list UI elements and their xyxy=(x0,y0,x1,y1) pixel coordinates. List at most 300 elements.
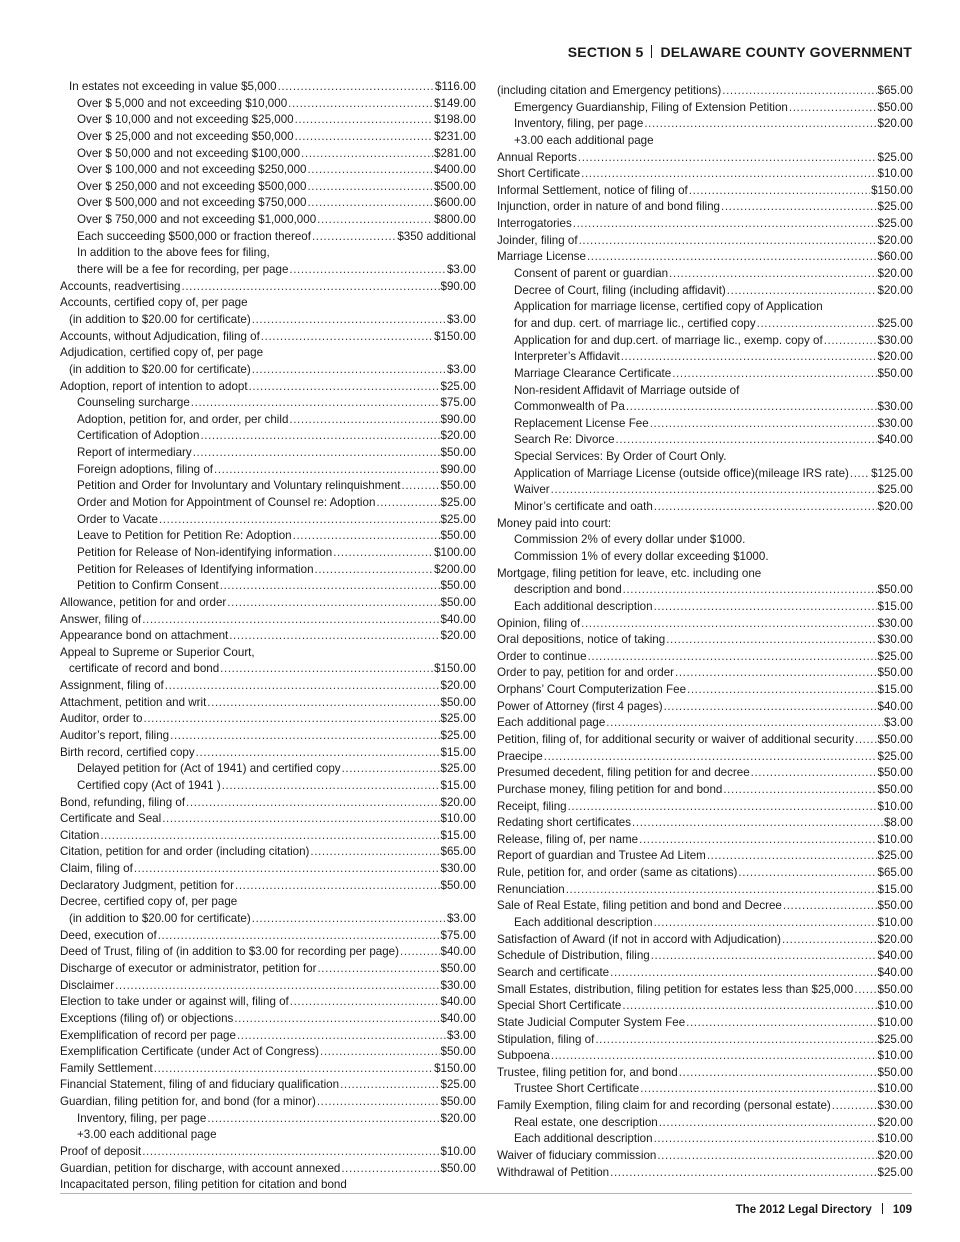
fee-label: Special Short Certificate xyxy=(497,999,622,1013)
fee-label: Accounts, readvertising xyxy=(60,279,181,293)
fee-list-right-column xyxy=(497,83,913,1181)
fee-row xyxy=(497,832,913,849)
fee-amount: $149.00 xyxy=(434,96,476,110)
fee-row xyxy=(497,100,913,117)
dot-leader xyxy=(687,682,877,699)
fee-amount: $50.00 xyxy=(877,100,913,114)
fee-amount: $40.00 xyxy=(440,612,476,626)
fee-row xyxy=(497,249,913,266)
fee-label: certificate of record and bond xyxy=(69,662,220,676)
fee-row xyxy=(497,815,913,832)
fee-row xyxy=(60,1028,476,1045)
fee-row xyxy=(60,678,476,695)
fee-amount: $10.00 xyxy=(877,799,913,813)
fee-row xyxy=(497,915,913,932)
dot-leader xyxy=(376,495,439,512)
dot-leader xyxy=(317,961,439,978)
fee-row xyxy=(497,732,913,749)
fee-label: Real estate, one description xyxy=(514,1115,658,1129)
fee-amount: $10.00 xyxy=(877,1082,913,1096)
fee-amount: $20.00 xyxy=(877,350,913,364)
fee-row xyxy=(60,229,476,246)
fee-amount: $30.00 xyxy=(440,862,476,876)
fee-row xyxy=(497,616,913,633)
fee-amount: $15.00 xyxy=(877,683,913,697)
fee-label: Search and certificate xyxy=(497,965,610,979)
dot-leader xyxy=(654,915,877,932)
fee-amount: $40.00 xyxy=(440,945,476,959)
fee-label: Petition to Confirm Consent xyxy=(77,579,219,593)
fee-label: Injunction, order in nature of and bond filing xyxy=(497,200,721,214)
fee-amount: $65.00 xyxy=(877,866,913,880)
fee-label: Waiver of fiduciary commission xyxy=(497,1149,657,1162)
fee-amount: $10.00 xyxy=(877,167,913,181)
fee-amount: $50.00 xyxy=(877,766,913,780)
fee-label: Minor’s certificate and oath xyxy=(514,500,653,514)
fee-row xyxy=(497,333,913,350)
fee-label: Report of guardian and Trustee Ad Litem xyxy=(497,849,706,863)
fee-row xyxy=(497,283,913,300)
fee-row xyxy=(497,1165,913,1182)
fee-label: Informal Settlement, notice of filing of xyxy=(497,183,688,197)
dot-leader xyxy=(632,815,883,832)
fee-amount: $50.00 xyxy=(877,782,913,796)
fee-label: Over $ 500,000 and not exceeding $750,000 xyxy=(77,196,307,210)
fee-list-left-column xyxy=(60,79,476,1194)
fee-row xyxy=(60,728,476,745)
fee-label: Bond, refunding, filing of xyxy=(60,795,186,809)
fee-amount: $20.00 xyxy=(440,679,476,693)
fee-label: Over $ 50,000 and not exceeding $100,000 xyxy=(77,146,301,160)
fee-label: Rule, petition for, and order (same as citations) xyxy=(497,866,738,880)
fee-row xyxy=(497,1015,913,1032)
fee-amount: $3.00 xyxy=(446,362,476,376)
fee-amount: $50.00 xyxy=(440,878,476,892)
fee-label: Leave to Petition for Petition Re: Adoption xyxy=(77,529,292,543)
fee-amount: $20.00 xyxy=(877,1115,913,1129)
fee-row xyxy=(60,944,476,961)
fee-label: Renunciation xyxy=(497,882,565,896)
fee-label: Order to continue xyxy=(497,649,587,663)
fee-label: Family Exemption, filing claim for and recording (personal estate) xyxy=(497,1099,831,1113)
fee-row xyxy=(497,1148,913,1165)
fee-row xyxy=(60,1161,476,1178)
dot-leader xyxy=(229,628,439,645)
fee-amount: $25.00 xyxy=(877,217,913,231)
dot-leader xyxy=(200,428,439,445)
fee-row xyxy=(497,749,913,766)
fee-row xyxy=(497,199,913,216)
dot-leader xyxy=(162,811,439,828)
fee-amount: $600.00 xyxy=(434,196,476,210)
fee-label: Schedule of Distribution, filing xyxy=(497,949,650,963)
fee-amount: $50.00 xyxy=(877,583,913,597)
fee-label: Orphans’ Court Computerization Fee xyxy=(497,683,687,697)
fee-amount: $50.00 xyxy=(440,695,476,709)
fee-amount: $150.00 xyxy=(434,329,476,343)
fee-amount: $40.00 xyxy=(877,699,913,713)
fee-label: Each additional page xyxy=(497,716,606,730)
dot-leader xyxy=(587,249,877,266)
dot-leader xyxy=(657,1148,876,1165)
fee-label: Redating short certificates xyxy=(497,816,632,830)
fee-row xyxy=(497,416,913,433)
fee-amount: $25.00 xyxy=(440,379,476,393)
fee-row xyxy=(60,279,476,296)
footer-divider xyxy=(882,1203,883,1214)
fee-label: Order and Motion for Appointment of Counsel re: Adoption xyxy=(77,496,376,510)
fee-amount: $15.00 xyxy=(877,882,913,896)
fee-amount: $90.00 xyxy=(440,462,476,476)
fee-label: Sale of Real Estate, filing petition and bond and Decree xyxy=(497,899,782,913)
dot-leader xyxy=(134,861,440,878)
fee-row xyxy=(497,482,913,499)
fee-amount: $50.00 xyxy=(440,961,476,975)
fee-row xyxy=(497,932,913,949)
fee-row xyxy=(497,998,913,1015)
fee-label: Exemplification Certificate (under Act of Congress) xyxy=(60,1045,320,1059)
fee-amount: $3.00 xyxy=(446,312,476,326)
fee-label: Marriage Clearance Certificate xyxy=(514,366,672,380)
fee-label: +3.00 each additional page xyxy=(77,1128,217,1142)
dot-leader xyxy=(669,266,876,283)
fee-label: Foreign adoptions, filing of xyxy=(77,462,213,476)
fee-label: Guardian, petition for discharge, with account annexed xyxy=(60,1161,341,1175)
fee-label: Release, filing of, per name xyxy=(497,832,639,846)
dot-leader xyxy=(249,379,440,396)
fee-label: Appearance bond on attachment xyxy=(60,629,229,643)
fee-label: Joinder, filing of xyxy=(497,233,578,247)
fee-amount: $150.00 xyxy=(434,662,476,676)
fee-row xyxy=(60,928,476,945)
dot-leader xyxy=(186,795,439,812)
fee-row xyxy=(60,395,476,412)
fee-row xyxy=(60,844,476,861)
section-number: SECTION 5 xyxy=(567,44,644,60)
dot-leader xyxy=(622,998,876,1015)
fee-row xyxy=(60,911,476,928)
fee-row xyxy=(60,978,476,995)
fee-row xyxy=(60,612,476,629)
fee-row xyxy=(60,795,476,812)
fee-amount: $20.00 xyxy=(440,429,476,443)
dot-leader xyxy=(307,162,433,179)
fee-label: State Judicial Computer System Fee xyxy=(497,1015,686,1029)
fee-amount: $100.00 xyxy=(434,545,476,559)
fee-amount: $25.00 xyxy=(440,712,476,726)
dot-leader xyxy=(317,1094,440,1111)
fee-label: Presumed decedent, filing petition for and decree xyxy=(497,766,750,780)
fee-amount: $125.00 xyxy=(871,466,913,480)
fee-amount: $30.00 xyxy=(877,633,913,647)
fee-amount: $25.00 xyxy=(877,849,913,863)
fee-row xyxy=(60,345,476,362)
fee-row xyxy=(497,1131,913,1148)
section-title: DELAWARE COUNTY GOVERNMENT xyxy=(660,44,912,60)
fee-amount: $40.00 xyxy=(877,965,913,979)
fee-row xyxy=(497,982,913,999)
fee-label: Citation, petition for and order (including citation) xyxy=(60,845,310,859)
fee-label: Counseling surcharge xyxy=(77,396,190,410)
dot-leader xyxy=(686,1015,876,1032)
fee-label: Short Certificate xyxy=(497,167,581,181)
fee-label: Opinion, filing of xyxy=(497,616,581,630)
fee-row xyxy=(60,711,476,728)
fee-amount: $20.00 xyxy=(877,932,913,946)
dot-leader xyxy=(289,412,439,429)
fee-row xyxy=(60,1177,476,1194)
fee-amount: $150.00 xyxy=(434,1061,476,1075)
fee-label: Subpoena xyxy=(497,1049,550,1063)
dot-leader xyxy=(579,233,877,250)
fee-row xyxy=(497,183,913,200)
fee-row xyxy=(60,1061,476,1078)
fee-amount: $50.00 xyxy=(440,479,476,493)
fee-label: Assignment, filing of xyxy=(60,679,164,693)
dot-leader xyxy=(252,911,446,928)
dot-leader xyxy=(751,765,877,782)
fee-row xyxy=(497,632,913,649)
fee-label: Over $ 100,000 and not exceeding $250,000 xyxy=(77,163,307,177)
fee-row xyxy=(60,462,476,479)
fee-label: Allowance, petition for and order xyxy=(60,595,227,609)
dot-leader xyxy=(235,878,440,895)
fee-row xyxy=(60,1127,476,1144)
fee-label: Consent of parent or guardian xyxy=(514,267,669,281)
fee-row xyxy=(60,1011,476,1028)
fee-amount: $50.00 xyxy=(877,666,913,680)
fee-row xyxy=(60,1094,476,1111)
fee-label: Inventory, filing, per page xyxy=(77,1111,207,1125)
fee-row xyxy=(60,96,476,113)
fee-label: Special Services: By Order of Court Only. xyxy=(514,450,727,464)
fee-label: Deed, execution of xyxy=(60,928,157,942)
fee-amount: $800.00 xyxy=(434,213,476,227)
fee-row xyxy=(60,512,476,529)
dot-leader xyxy=(317,212,433,229)
fee-label: Waiver xyxy=(514,483,550,497)
fee-label: Search Re: Divorce xyxy=(514,433,615,447)
fee-amount: $25.00 xyxy=(877,200,913,214)
fee-label: Non-resident Affidavit of Marriage outside of xyxy=(514,383,740,397)
dot-leader xyxy=(581,166,876,183)
publication-title: The 2012 Legal Directory xyxy=(735,1204,872,1216)
fee-row xyxy=(497,266,913,283)
dot-leader xyxy=(782,932,877,949)
dot-leader xyxy=(573,216,877,233)
fee-row xyxy=(497,599,913,616)
dot-leader xyxy=(621,349,877,366)
fee-amount: $30.00 xyxy=(877,333,913,347)
fee-label: Over $ 10,000 and not exceeding $25,000 xyxy=(77,113,294,127)
fee-amount: $30.00 xyxy=(877,416,913,430)
fee-row xyxy=(497,366,913,383)
fee-amount: $198.00 xyxy=(434,113,476,127)
fee-row xyxy=(60,129,476,146)
dot-leader xyxy=(650,416,877,433)
fee-row xyxy=(497,516,913,533)
fee-label: Accounts, certified copy of, per page xyxy=(60,296,248,310)
dot-leader xyxy=(154,1061,433,1078)
fee-label: Adjudication, certified copy of, per page xyxy=(60,346,264,360)
fee-label: Power of Attorney (first 4 pages) xyxy=(497,699,663,713)
fee-row xyxy=(60,562,476,579)
fee-label: Satisfaction of Award (if not in accord with Adjudication) xyxy=(497,932,781,946)
dot-leader xyxy=(144,711,440,728)
fee-amount: $25.00 xyxy=(877,483,913,497)
fee-amount: $65.00 xyxy=(877,84,913,97)
fee-label: Incapacitated person, filing petition for citation and bond xyxy=(60,1178,347,1192)
fee-amount: $8.00 xyxy=(883,816,913,830)
fee-amount: $150.00 xyxy=(871,183,913,197)
fee-row xyxy=(60,262,476,279)
dot-leader xyxy=(595,1032,876,1049)
fee-label: Petition for Release of Non-identifying information xyxy=(77,545,333,559)
fee-label: Trustee Short Certificate xyxy=(514,1082,640,1096)
dot-leader xyxy=(182,279,440,296)
fee-amount: $25.00 xyxy=(440,762,476,776)
fee-amount: $25.00 xyxy=(877,649,913,663)
dot-leader xyxy=(738,865,876,882)
fee-amount: $50.00 xyxy=(440,1045,476,1059)
fee-row xyxy=(497,299,913,316)
dot-leader xyxy=(158,928,440,945)
fee-label: Auditor, order to xyxy=(60,712,143,726)
fee-label: Inventory, filing, per page xyxy=(514,117,644,131)
dot-leader xyxy=(606,715,883,732)
fee-row xyxy=(497,699,913,716)
fee-amount: $20.00 xyxy=(877,233,913,247)
fee-label: Certificate and Seal xyxy=(60,812,162,826)
fee-row xyxy=(497,1098,913,1115)
fee-label: Mortgage, filing petition for leave, etc. including one xyxy=(497,566,762,580)
fee-amount: $20.00 xyxy=(877,117,913,131)
fee-amount: $50.00 xyxy=(877,366,913,380)
fee-label: Over $ 250,000 and not exceeding $500,000 xyxy=(77,179,307,193)
fee-row xyxy=(497,316,913,333)
dot-leader xyxy=(227,595,439,612)
fee-amount: $10.00 xyxy=(877,1132,913,1146)
dot-leader xyxy=(207,695,439,712)
fee-row xyxy=(60,146,476,163)
fee-label: Each additional description xyxy=(514,916,653,930)
fee-amount: $50.00 xyxy=(440,446,476,460)
fee-row xyxy=(497,549,913,566)
fee-label: Family Settlement xyxy=(60,1061,153,1075)
fee-amount: $50.00 xyxy=(877,732,913,746)
fee-amount: $65.00 xyxy=(440,845,476,859)
fee-row xyxy=(60,1044,476,1061)
fee-label: Each succeeding $500,000 or fraction thereof xyxy=(77,229,311,243)
fee-label: Stipulation, filing of xyxy=(497,1032,595,1046)
fee-label: Order to pay, petition for and order xyxy=(497,666,675,680)
fee-amount: $50.00 xyxy=(440,595,476,609)
dot-leader xyxy=(854,982,876,999)
dot-leader xyxy=(757,316,877,333)
dot-leader xyxy=(315,562,434,579)
dot-leader xyxy=(301,146,433,163)
page-footer xyxy=(736,1203,912,1216)
dot-leader xyxy=(295,112,433,129)
fee-amount: $25.00 xyxy=(877,749,913,763)
fee-row xyxy=(60,828,476,845)
fee-row xyxy=(60,428,476,445)
dot-leader xyxy=(566,882,877,899)
dot-leader xyxy=(578,150,877,167)
fee-amount: $15.00 xyxy=(440,745,476,759)
fee-label: Marriage License xyxy=(497,250,586,264)
fee-amount: $50.00 xyxy=(440,529,476,543)
fee-amount: $20.00 xyxy=(877,500,913,514)
fee-label: Trustee, filing petition for, and bond xyxy=(497,1065,678,1079)
dot-leader xyxy=(626,399,877,416)
dot-leader xyxy=(333,545,433,562)
fee-label: Each additional description xyxy=(514,1132,653,1146)
fee-amount: $25.00 xyxy=(877,1032,913,1046)
dot-leader xyxy=(307,179,433,196)
fee-row xyxy=(60,745,476,762)
dot-leader xyxy=(640,1081,876,1098)
fee-amount: $10.00 xyxy=(877,916,913,930)
fee-row xyxy=(60,1111,476,1128)
dot-leader xyxy=(651,948,877,965)
dot-leader xyxy=(170,728,439,745)
fee-amount: $3.00 xyxy=(883,716,913,730)
fee-row xyxy=(60,645,476,662)
fee-label: Commonwealth of Pa xyxy=(514,400,625,414)
fee-amount: $20.00 xyxy=(877,1149,913,1162)
fee-row xyxy=(60,961,476,978)
fee-label: +3.00 each additional page xyxy=(514,133,654,147)
dot-leader xyxy=(850,466,870,483)
fee-label: Interrogatories xyxy=(497,217,572,231)
dot-leader xyxy=(616,432,877,449)
fee-amount: $15.00 xyxy=(877,599,913,613)
fee-label: Accounts, without Adjudication, filing of xyxy=(60,329,260,343)
fee-row xyxy=(497,233,913,250)
fee-label: Deed of Trust, filing of (in addition to $3.00 for recording per page) xyxy=(60,945,399,959)
fee-row xyxy=(497,432,913,449)
fee-amount: $40.00 xyxy=(440,995,476,1009)
fee-amount: $30.00 xyxy=(877,616,913,630)
fee-label: Auditor’s report, filing xyxy=(60,728,170,742)
dot-leader xyxy=(290,994,440,1011)
fee-amount: $3.00 xyxy=(446,263,476,277)
dot-leader xyxy=(293,528,440,545)
dot-leader xyxy=(666,632,876,649)
fee-row xyxy=(60,495,476,512)
dot-leader xyxy=(789,100,877,117)
fee-row xyxy=(497,865,913,882)
fee-row xyxy=(60,528,476,545)
fee-row xyxy=(497,649,913,666)
fee-amount: $3.00 xyxy=(446,912,476,926)
fee-label: there will be a fee for recording, per page xyxy=(77,263,289,277)
fee-label: Petition and Order for Involuntary and Voluntary relinquishment xyxy=(77,479,401,493)
fee-label: In estates not exceeding in value $5,000 xyxy=(69,80,277,93)
fee-label: Annual Reports xyxy=(497,150,577,164)
dot-leader xyxy=(310,844,439,861)
fee-amount: $75.00 xyxy=(440,928,476,942)
dot-leader xyxy=(675,665,877,682)
fee-label: Election to take under or against will, filing of xyxy=(60,995,289,1009)
dot-leader xyxy=(723,782,876,799)
fee-row xyxy=(497,449,913,466)
dot-leader xyxy=(222,778,440,795)
fee-row xyxy=(497,150,913,167)
fee-label: (including citation and Emergency petitions) xyxy=(497,84,722,97)
fee-amount: $10.00 xyxy=(877,1015,913,1029)
